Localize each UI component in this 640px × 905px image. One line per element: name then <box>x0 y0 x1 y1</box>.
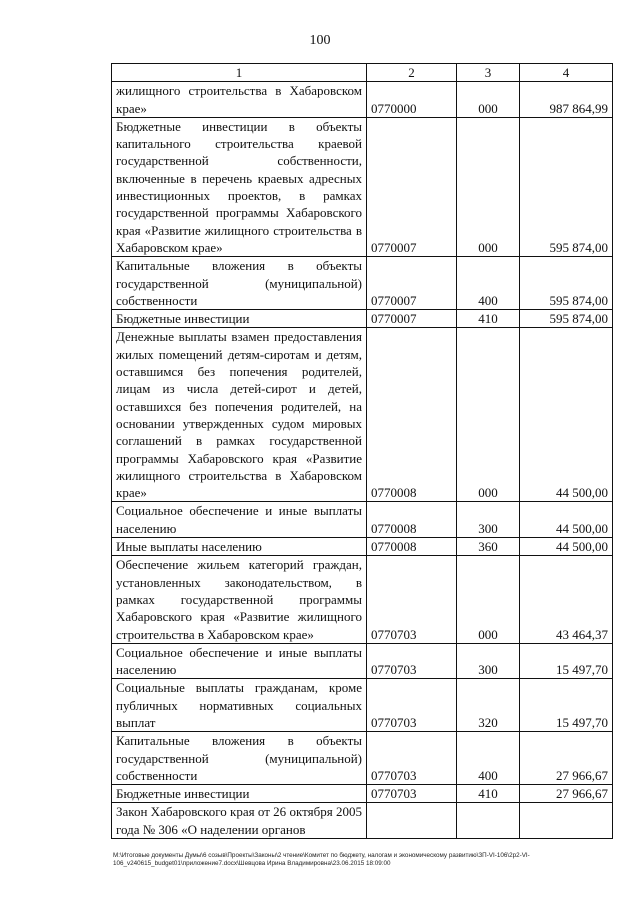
row-expense-type: 000 <box>457 117 520 256</box>
header-col-1: 1 <box>112 64 367 82</box>
row-name: Социальное обеспечение и иные выплаты населению <box>112 643 367 679</box>
table-row <box>112 803 613 839</box>
table-row <box>112 732 613 785</box>
row-expense-type: 300 <box>457 502 520 538</box>
row-name: жилищного строительства в Хабаровском крае» <box>112 82 367 118</box>
row-code: 0770008 <box>367 328 457 502</box>
row-name: Капитальные вложения в объекты государственной (муниципальной) собственности <box>112 732 367 785</box>
row-expense-type: 000 <box>457 82 520 118</box>
header-col-2: 2 <box>367 64 457 82</box>
budget-table <box>111 63 613 839</box>
row-code: 0770008 <box>367 538 457 556</box>
row-amount: 987 864,99 <box>520 82 613 118</box>
row-amount: 27 966,67 <box>520 785 613 803</box>
row-code <box>367 803 457 839</box>
row-code: 0770703 <box>367 556 457 643</box>
row-code: 0770703 <box>367 679 457 732</box>
row-code: 0770008 <box>367 502 457 538</box>
table-row <box>112 257 613 310</box>
row-amount: 595 874,00 <box>520 257 613 310</box>
table-row <box>112 785 613 803</box>
row-amount: 27 966,67 <box>520 732 613 785</box>
row-name: Социальные выплаты гражданам, кроме публичных нормативных социальных выплат <box>112 679 367 732</box>
row-code: 0770703 <box>367 785 457 803</box>
header-col-4: 4 <box>520 64 613 82</box>
row-amount: 44 500,00 <box>520 328 613 502</box>
row-code: 0770000 <box>367 82 457 118</box>
table-row <box>112 82 613 118</box>
row-expense-type: 410 <box>457 310 520 328</box>
table-row <box>112 117 613 256</box>
row-code: 0770007 <box>367 117 457 256</box>
row-name: Бюджетные инвестиции <box>112 310 367 328</box>
table-row <box>112 502 613 538</box>
row-name: Бюджетные инвестиции <box>112 785 367 803</box>
row-expense-type: 000 <box>457 328 520 502</box>
row-expense-type: 300 <box>457 643 520 679</box>
row-amount: 595 874,00 <box>520 310 613 328</box>
row-amount: 44 500,00 <box>520 538 613 556</box>
row-expense-type: 320 <box>457 679 520 732</box>
table-row <box>112 643 613 679</box>
table-row <box>112 310 613 328</box>
row-name: Обеспечение жильем категорий граждан, установленных законодательством, в рамках государственной программы Хабаровского края «Развитие жилищного строительства в Хабаровском крае» <box>112 556 367 643</box>
row-expense-type: 000 <box>457 556 520 643</box>
row-amount: 15 497,70 <box>520 643 613 679</box>
row-code: 0770703 <box>367 732 457 785</box>
row-expense-type <box>457 803 520 839</box>
table-header-row <box>112 64 613 82</box>
row-name: Бюджетные инвестиции в объекты капитального строительства краевой государственной собственности, включенные в перечень краевых адресных инвестиционных проектов, в рамках государственной программы Хабаровского края «Развитие жилищного строительства в Хабаровском крае» <box>112 117 367 256</box>
row-amount: 15 497,70 <box>520 679 613 732</box>
row-amount <box>520 803 613 839</box>
table-row <box>112 679 613 732</box>
row-code: 0770703 <box>367 643 457 679</box>
page-number: 100 <box>309 33 331 48</box>
row-expense-type: 400 <box>457 732 520 785</box>
row-code: 0770007 <box>367 310 457 328</box>
row-name: Иные выплаты населению <box>112 538 367 556</box>
row-name: Денежные выплаты взамен предоставления жилых помещений детям-сиротам и детям, оставшимся без попечения родителей, лицам из числа детей-сирот и детей, оставшихся без попечения родителей, на основании утвержденных судом мировых соглашений в рамках государственной программы Хабаровского края «Развитие жилищного строительства в Хабаровском крае» <box>112 328 367 502</box>
row-name: Социальное обеспечение и иные выплаты населению <box>112 502 367 538</box>
row-name: Капитальные вложения в объекты государственной (муниципальной) собственности <box>112 257 367 310</box>
row-expense-type: 410 <box>457 785 520 803</box>
document-footer-path: M:\Итоговые документы Думы\6 созыв\Проекты\Законы\2 чтение\Комитет по бюджету, налогам и экономическому развитию\ЗП-VI-106\2р2-VI-106_v240615_budget01\приложение7.docx\Шевцова Ирина Владимировна\23.06.2015 18:09:00 <box>113 852 530 867</box>
table-row <box>112 328 613 502</box>
row-code: 0770007 <box>367 257 457 310</box>
table-row <box>112 556 613 643</box>
row-amount: 44 500,00 <box>520 502 613 538</box>
row-name: Закон Хабаровского края от 26 октября 2005 года № 306 «О наделении органов <box>112 803 367 839</box>
header-col-3: 3 <box>457 64 520 82</box>
row-amount: 595 874,00 <box>520 117 613 256</box>
row-expense-type: 400 <box>457 257 520 310</box>
table-row <box>112 538 613 556</box>
row-amount: 43 464,37 <box>520 556 613 643</box>
row-expense-type: 360 <box>457 538 520 556</box>
